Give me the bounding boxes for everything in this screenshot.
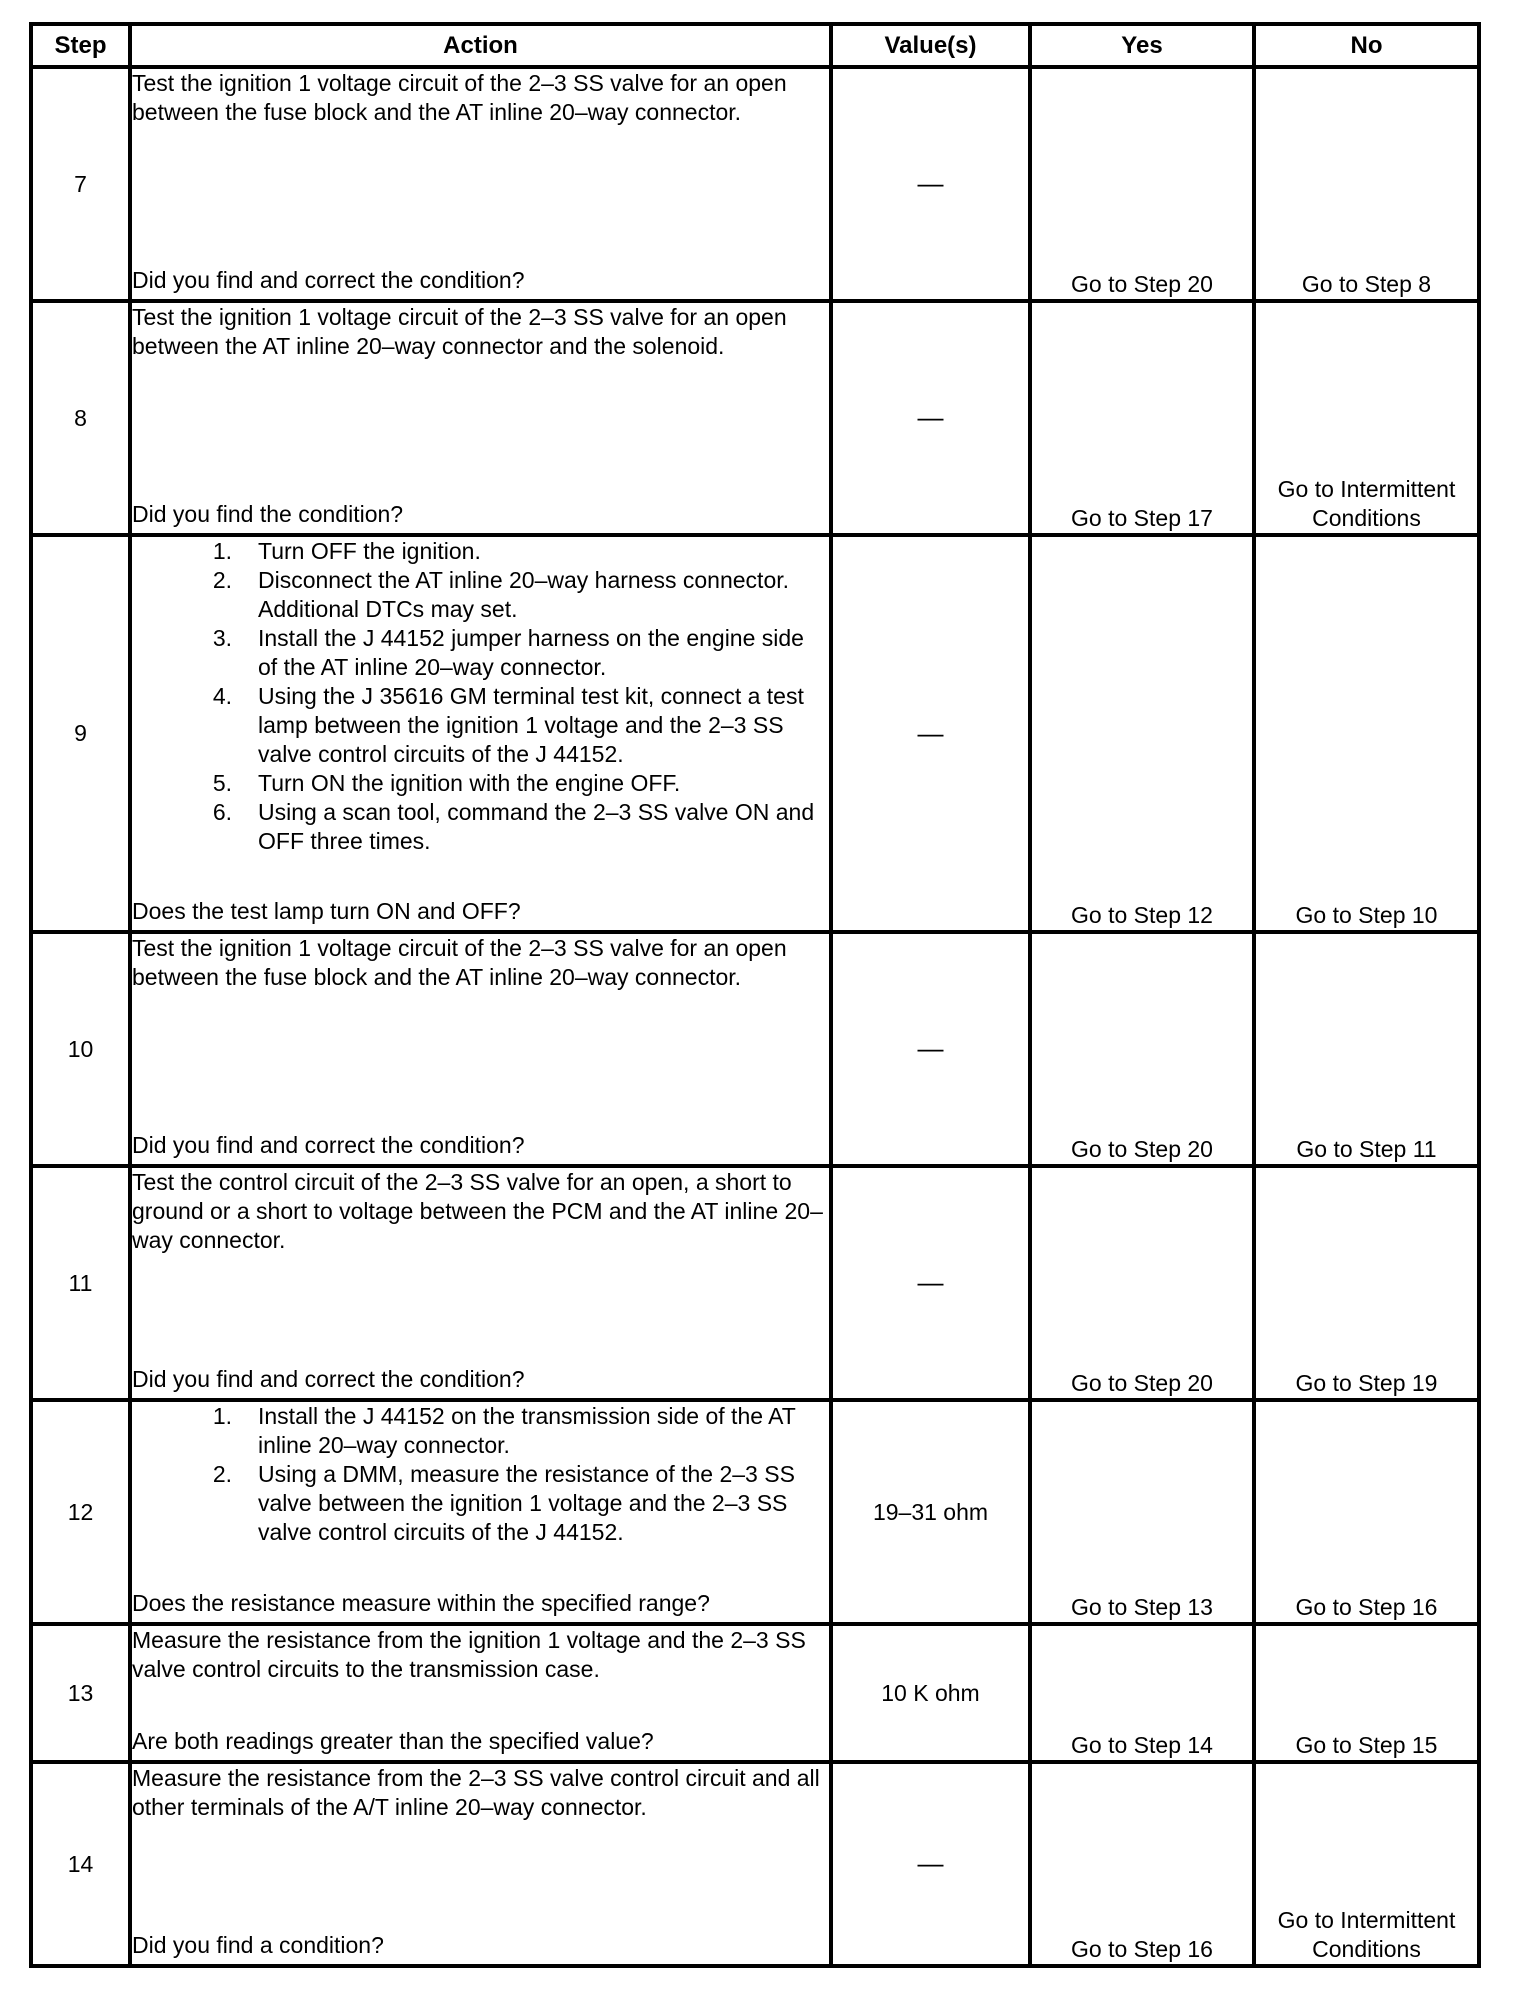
- action-question: Did you find a condition?: [132, 1932, 384, 1958]
- action-question: Did you find and correct the condition?: [132, 1366, 525, 1392]
- header-yes: Yes: [1030, 24, 1254, 67]
- action-question: Are both readings greater than the specified value?: [132, 1728, 654, 1754]
- table-row: [31, 1400, 1479, 1624]
- step-number: 9: [31, 535, 130, 932]
- yes-cell: Go to Step 14: [1030, 1624, 1254, 1762]
- value-cell: [831, 301, 1030, 535]
- substep-text: Disconnect the AT inline 20–way harness connector. Additional DTCs may set.: [258, 567, 790, 622]
- substep-number: 4.: [212, 683, 232, 709]
- action-text: Test the control circuit of the 2–3 SS valve for an open, a short to ground or a short to voltage between the PCM and the AT inline 20–way connector.: [132, 1169, 823, 1253]
- list-item: [132, 1460, 829, 1547]
- action-question: Did you find and correct the condition?: [132, 267, 525, 293]
- no-cell: Go to Intermittent Conditions: [1254, 1762, 1479, 1966]
- action-question: Does the test lamp turn ON and OFF?: [132, 898, 521, 924]
- action-question: Does the resistance measure within the specified range?: [132, 1590, 710, 1616]
- action-cell: [130, 1624, 831, 1762]
- value-text: —: [917, 1267, 944, 1297]
- action-cell: [130, 1400, 831, 1624]
- no-cell: Go to Step 19: [1254, 1166, 1479, 1400]
- action-cell: [130, 67, 831, 301]
- step-number: 12: [31, 1400, 130, 1624]
- yes-cell: Go to Step 20: [1030, 932, 1254, 1166]
- substep-number: 2.: [212, 567, 232, 593]
- value-text: —: [917, 1848, 944, 1878]
- step-number: 8: [31, 301, 130, 535]
- header-row: [31, 24, 1479, 67]
- table-row: [31, 932, 1479, 1166]
- step-number: 10: [31, 932, 130, 1166]
- table-row: [31, 1624, 1479, 1762]
- yes-cell: Go to Step 17: [1030, 301, 1254, 535]
- no-cell: Go to Step 15: [1254, 1624, 1479, 1762]
- step-number: 13: [31, 1624, 130, 1762]
- value-text: —: [917, 1033, 944, 1063]
- value-cell: [831, 1762, 1030, 1966]
- list-item: [132, 798, 829, 856]
- header-step: Step: [31, 24, 130, 67]
- no-cell: Go to Step 10: [1254, 535, 1479, 932]
- action-question: Did you find the condition?: [132, 501, 404, 527]
- action-question: Did you find and correct the condition?: [132, 1132, 525, 1158]
- header-no: No: [1254, 24, 1479, 67]
- no-cell: Go to Step 11: [1254, 932, 1479, 1166]
- value-text: —: [917, 168, 944, 198]
- substep-list: [132, 1402, 829, 1547]
- substep-number: 6.: [212, 799, 232, 825]
- value-text: —: [917, 402, 944, 432]
- header-action: Action: [130, 24, 831, 67]
- action-cell: [130, 1762, 831, 1966]
- substep-text: Turn OFF the ignition.: [258, 538, 481, 564]
- substep-text: Turn ON the ignition with the engine OFF.: [258, 770, 681, 796]
- action-cell: [130, 535, 831, 932]
- action-cell: [130, 932, 831, 1166]
- action-text: Test the ignition 1 voltage circuit of the 2–3 SS valve for an open between the fuse block and the AT inline 20–way connector.: [132, 70, 787, 125]
- substep-list: [132, 537, 829, 856]
- list-item: [132, 624, 829, 682]
- table-row: [31, 1166, 1479, 1400]
- yes-cell: Go to Step 20: [1030, 1166, 1254, 1400]
- step-number: 7: [31, 67, 130, 301]
- yes-cell: Go to Step 20: [1030, 67, 1254, 301]
- step-number: 11: [31, 1166, 130, 1400]
- value-text: —: [917, 717, 944, 748]
- action-text: Test the ignition 1 voltage circuit of the 2–3 SS valve for an open between the AT inline 20–way connector and the solenoid.: [132, 304, 787, 359]
- action-text: Test the ignition 1 voltage circuit of the 2–3 SS valve for an open between the fuse block and the AT inline 20–way connector.: [132, 935, 787, 990]
- list-item: [132, 537, 829, 566]
- action-text: Measure the resistance from the 2–3 SS valve control circuit and all other terminals of the A/T inline 20–way connector.: [132, 1765, 820, 1820]
- list-item: [132, 682, 829, 769]
- list-item: [132, 566, 829, 624]
- substep-text: Install the J 44152 jumper harness on the engine side of the AT inline 20–way connector.: [258, 625, 804, 680]
- yes-cell: Go to Step 12: [1030, 535, 1254, 932]
- substep-number: 3.: [212, 625, 232, 651]
- value-cell: [831, 1166, 1030, 1400]
- action-cell: [130, 301, 831, 535]
- action-text: Measure the resistance from the ignition 1 voltage and the 2–3 SS valve control circuits to the transmission case.: [132, 1627, 806, 1682]
- table-row: [31, 1762, 1479, 1966]
- substep-number: 1.: [212, 1403, 232, 1429]
- value-cell: 19–31 ohm: [831, 1400, 1030, 1624]
- step-number: 14: [31, 1762, 130, 1966]
- no-cell: Go to Step 8: [1254, 67, 1479, 301]
- list-item: [132, 769, 829, 798]
- substep-text: Install the J 44152 on the transmission side of the AT inline 20–way connector.: [258, 1403, 796, 1458]
- substep-number: 2.: [212, 1461, 232, 1487]
- value-cell: [831, 932, 1030, 1166]
- list-item: [132, 1402, 829, 1460]
- substep-text: Using the J 35616 GM terminal test kit, connect a test lamp between the ignition 1 voltage and the 2–3 SS valve control circuits of the J 44152.: [258, 683, 804, 767]
- no-cell: Go to Intermittent Conditions: [1254, 301, 1479, 535]
- value-cell: 10 K ohm: [831, 1624, 1030, 1762]
- yes-cell: Go to Step 13: [1030, 1400, 1254, 1624]
- header-values: Value(s): [831, 24, 1030, 67]
- yes-cell: Go to Step 16: [1030, 1762, 1254, 1966]
- substep-text: Using a DMM, measure the resistance of the 2–3 SS valve between the ignition 1 voltage and the 2–3 SS valve control circuits of the J 44152.: [258, 1461, 795, 1545]
- diagnostic-table: [29, 22, 1481, 1968]
- table-row: [31, 301, 1479, 535]
- substep-text: Using a scan tool, command the 2–3 SS valve ON and OFF three times.: [258, 799, 815, 854]
- action-cell: [130, 1166, 831, 1400]
- value-cell: [831, 535, 1030, 932]
- substep-number: 5.: [212, 770, 232, 796]
- table-row: [31, 535, 1479, 932]
- table-row: [31, 67, 1479, 301]
- no-cell: Go to Step 16: [1254, 1400, 1479, 1624]
- value-cell: [831, 67, 1030, 301]
- substep-number: 1.: [212, 538, 232, 564]
